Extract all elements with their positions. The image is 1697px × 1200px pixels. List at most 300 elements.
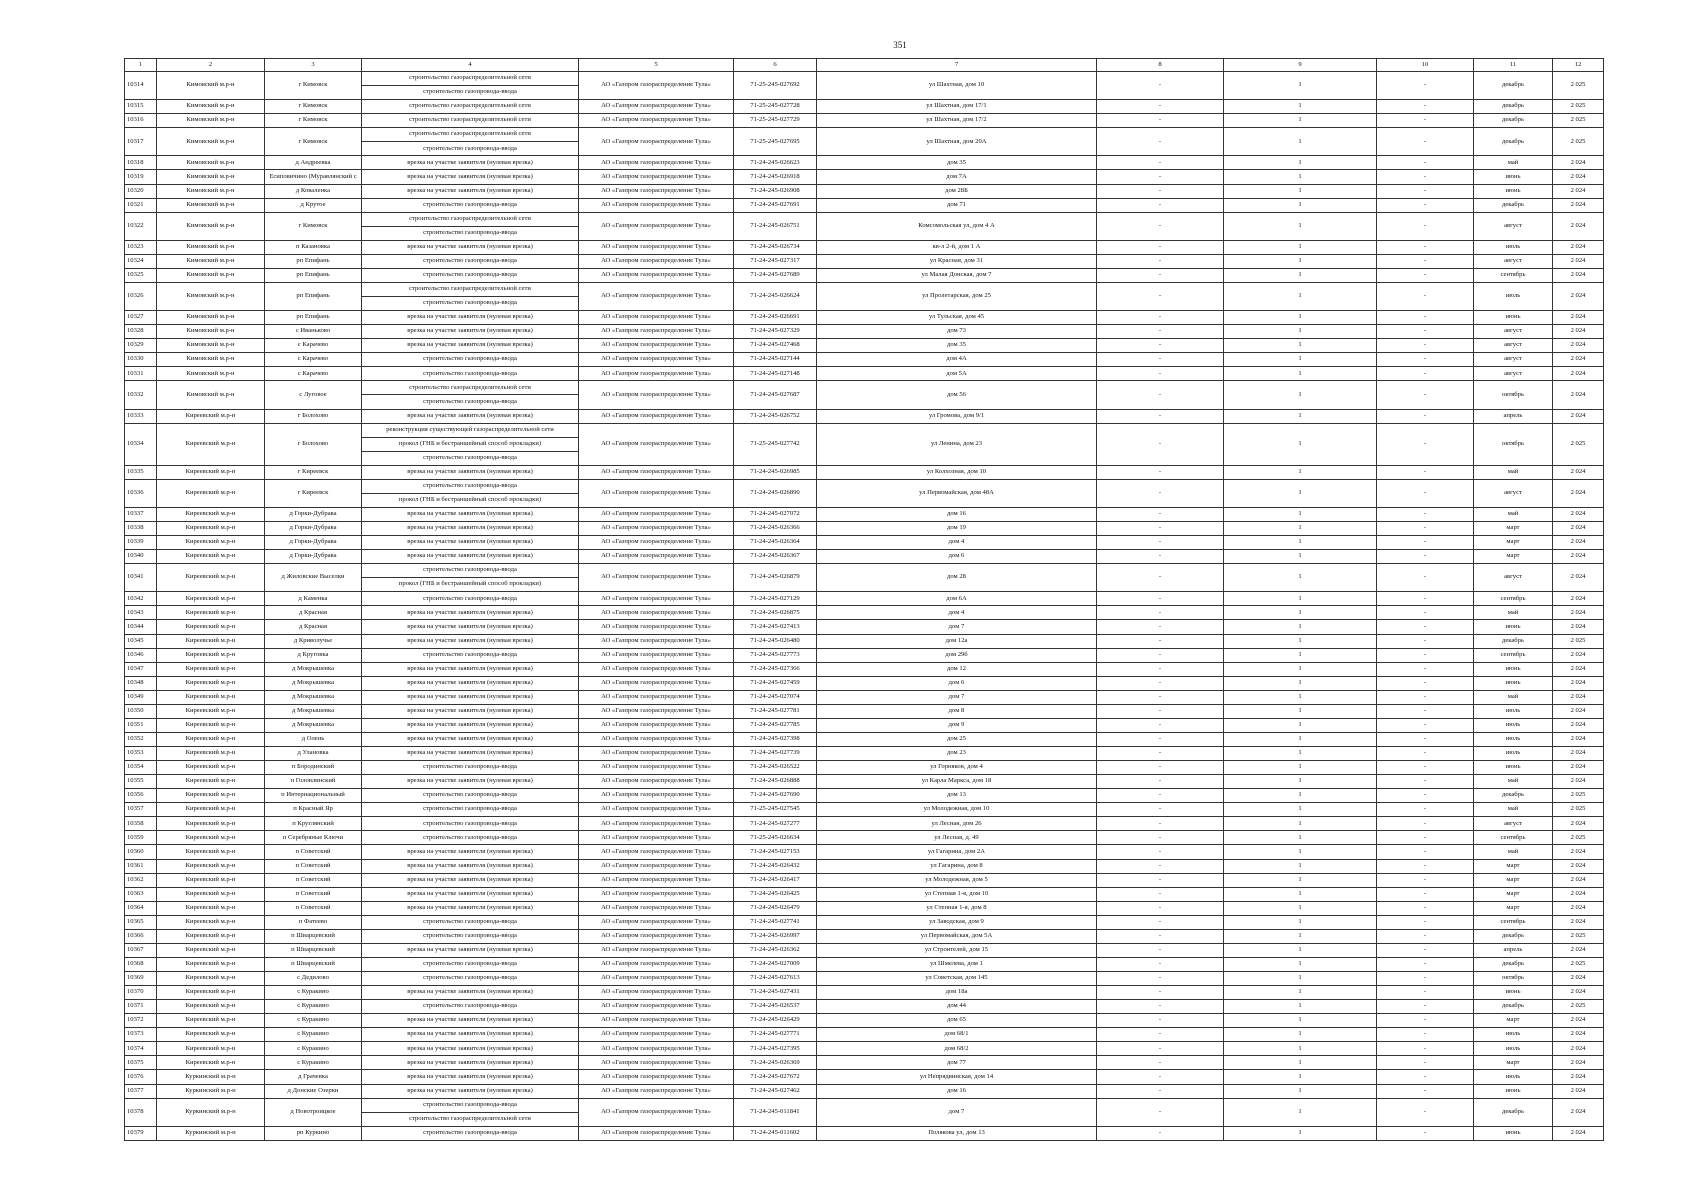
work-type-cell: врезка на участке заявителя (нулевая врезка) — [362, 775, 579, 789]
work-type-cell: врезка на участке заявителя (нулевая врезка) — [362, 339, 579, 353]
col9-cell: 1 — [1224, 479, 1377, 507]
code-cell: 71-25-245-027729 — [734, 114, 817, 128]
col9-cell: 1 — [1224, 423, 1377, 465]
col8-cell: - — [1097, 1126, 1224, 1140]
col10-cell: - — [1377, 845, 1474, 859]
code-cell: 71-24-245-027687 — [734, 381, 817, 409]
settlement-cell: п Серебряные Ключи — [265, 831, 362, 845]
col9-cell: 1 — [1224, 943, 1377, 957]
settlement-cell: п Советский — [265, 845, 362, 859]
work-type-cell: строительство газораспределительной сети — [362, 128, 579, 142]
district-cell: Киреевский м.р-н — [157, 592, 265, 606]
col10-cell: - — [1377, 254, 1474, 268]
row-number: 10316 — [125, 114, 157, 128]
col9-cell: 1 — [1224, 268, 1377, 282]
table-row — [125, 353, 1604, 367]
district-cell: Кимовский м.р-н — [157, 212, 265, 240]
col10-cell: - — [1377, 1000, 1474, 1014]
month-cell: декабрь — [1474, 72, 1553, 100]
col10-cell: - — [1377, 564, 1474, 592]
col9-cell: 1 — [1224, 761, 1377, 775]
work-type-cell: врезка на участке заявителя (нулевая врезка) — [362, 1028, 579, 1042]
year-cell: 2 024 — [1553, 479, 1604, 507]
district-cell: Кимовский м.р-н — [157, 339, 265, 353]
settlement-cell: п Казановка — [265, 240, 362, 254]
organization-cell: АО «Газпром газораспределение Тула» — [579, 536, 734, 550]
table-row — [125, 775, 1604, 789]
row-number: 10360 — [125, 845, 157, 859]
col8-cell: - — [1097, 732, 1224, 746]
address-cell: дом 5А — [817, 367, 1097, 381]
organization-cell: АО «Газпром газораспределение Тула» — [579, 114, 734, 128]
organization-cell: АО «Газпром газораспределение Тула» — [579, 282, 734, 310]
organization-cell: АО «Газпром газораспределение Тула» — [579, 873, 734, 887]
address-cell: дом 29б — [817, 648, 1097, 662]
organization-cell: АО «Газпром газораспределение Тула» — [579, 170, 734, 184]
settlement-cell: п Головлинский — [265, 775, 362, 789]
col10-cell: - — [1377, 268, 1474, 282]
code-cell: 71-24-245-026623 — [734, 156, 817, 170]
month-cell: март — [1474, 536, 1553, 550]
organization-cell: АО «Газпром газораспределение Тула» — [579, 1126, 734, 1140]
address-cell: ул Строителей, дом 15 — [817, 943, 1097, 957]
code-cell: 71-24-245-026875 — [734, 606, 817, 620]
organization-cell: АО «Газпром газораспределение Тула» — [579, 718, 734, 732]
organization-cell: АО «Газпром газораспределение Тула» — [579, 676, 734, 690]
col9-cell: 1 — [1224, 339, 1377, 353]
district-cell: Киреевский м.р-н — [157, 859, 265, 873]
col8-cell: - — [1097, 1084, 1224, 1098]
code-cell: 71-24-245-011841 — [734, 1098, 817, 1126]
month-cell: июнь — [1474, 986, 1553, 1000]
col9-cell: 1 — [1224, 1126, 1377, 1140]
table-row — [125, 1042, 1604, 1056]
col10-cell: - — [1377, 1042, 1474, 1056]
month-cell: май — [1474, 845, 1553, 859]
year-cell: 2 025 — [1553, 72, 1604, 100]
row-number: 10359 — [125, 831, 157, 845]
year-cell: 2 024 — [1553, 282, 1604, 310]
col8-cell: - — [1097, 690, 1224, 704]
row-number: 10340 — [125, 550, 157, 564]
month-cell: август — [1474, 353, 1553, 367]
settlement-cell: рп Епифань — [265, 268, 362, 282]
address-cell: ул Горняков, дом 4 — [817, 761, 1097, 775]
col8-cell: - — [1097, 268, 1224, 282]
work-type-cell: врезка на участке заявителя (нулевая врезка) — [362, 606, 579, 620]
year-cell: 2 024 — [1553, 690, 1604, 704]
table-row — [125, 901, 1604, 915]
table-row — [125, 859, 1604, 873]
col9-cell: 1 — [1224, 198, 1377, 212]
col10-cell: - — [1377, 156, 1474, 170]
settlement-cell: п Бородинский — [265, 761, 362, 775]
col9-cell: 1 — [1224, 606, 1377, 620]
row-number: 10365 — [125, 915, 157, 929]
year-cell: 2 024 — [1553, 268, 1604, 282]
year-cell: 2 024 — [1553, 325, 1604, 339]
row-number: 10346 — [125, 648, 157, 662]
organization-cell: АО «Газпром газораспределение Тула» — [579, 662, 734, 676]
district-cell: Киреевский м.р-н — [157, 901, 265, 915]
col9-cell: 1 — [1224, 1084, 1377, 1098]
address-cell: дом 6 — [817, 550, 1097, 564]
address-cell: ул Шмелева, дом 1 — [817, 957, 1097, 971]
col9-cell: 1 — [1224, 718, 1377, 732]
year-cell: 2 024 — [1553, 620, 1604, 634]
code-cell: 71-24-245-026362 — [734, 943, 817, 957]
table-row — [125, 240, 1604, 254]
year-cell: 2 025 — [1553, 634, 1604, 648]
row-number: 10336 — [125, 479, 157, 507]
organization-cell: АО «Газпром газораспределение Тула» — [579, 198, 734, 212]
col9-cell: 1 — [1224, 972, 1377, 986]
settlement-cell: рп Епифань — [265, 311, 362, 325]
row-number: 10314 — [125, 72, 157, 100]
code-cell: 71-24-245-027771 — [734, 1028, 817, 1042]
col9-cell: 1 — [1224, 311, 1377, 325]
col9-cell: 1 — [1224, 212, 1377, 240]
settlement-cell: г Кимовск — [265, 212, 362, 240]
district-cell: Киреевский м.р-н — [157, 789, 265, 803]
settlement-cell: д Новотроицкое — [265, 1098, 362, 1126]
address-cell: дом 28Б — [817, 184, 1097, 198]
settlement-cell: д Горки-Дубрава — [265, 536, 362, 550]
address-cell: дом 16 — [817, 1084, 1097, 1098]
table-row — [125, 761, 1604, 775]
col9-cell: 1 — [1224, 620, 1377, 634]
col10-cell: - — [1377, 479, 1474, 507]
column-header: 2 — [157, 59, 265, 72]
district-cell: Киреевский м.р-н — [157, 1056, 265, 1070]
address-cell: дом 44 — [817, 1000, 1097, 1014]
year-cell: 2 025 — [1553, 929, 1604, 943]
col10-cell: - — [1377, 1084, 1474, 1098]
month-cell: декабрь — [1474, 929, 1553, 943]
col9-cell: 1 — [1224, 536, 1377, 550]
month-cell: сентябрь — [1474, 268, 1553, 282]
col8-cell: - — [1097, 957, 1224, 971]
address-cell: дом 9 — [817, 718, 1097, 732]
settlement-cell: д Грачевка — [265, 1070, 362, 1084]
address-cell: ул Красная, дом 31 — [817, 254, 1097, 268]
month-cell: март — [1474, 1014, 1553, 1028]
district-cell: Кимовский м.р-н — [157, 353, 265, 367]
row-number: 10326 — [125, 282, 157, 310]
row-number: 10364 — [125, 901, 157, 915]
col10-cell: - — [1377, 1028, 1474, 1042]
organization-cell: АО «Газпром газораспределение Тула» — [579, 409, 734, 423]
settlement-cell: с Куракино — [265, 1056, 362, 1070]
table-row — [125, 887, 1604, 901]
code-cell: 71-24-245-027468 — [734, 339, 817, 353]
year-cell: 2 024 — [1553, 409, 1604, 423]
district-cell: Киреевский м.р-н — [157, 676, 265, 690]
district-cell: Кимовский м.р-н — [157, 254, 265, 268]
address-cell: дом 68/1 — [817, 1028, 1097, 1042]
year-cell: 2 024 — [1553, 1070, 1604, 1084]
col8-cell: - — [1097, 465, 1224, 479]
work-type-cell: строительство газопровода-ввода — [362, 831, 579, 845]
col8-cell: - — [1097, 648, 1224, 662]
col8-cell: - — [1097, 114, 1224, 128]
organization-cell: АО «Газпром газораспределение Тула» — [579, 1098, 734, 1126]
settlement-cell: с Куракино — [265, 1014, 362, 1028]
table-row — [125, 282, 1604, 296]
month-cell: июнь — [1474, 184, 1553, 198]
month-cell: апрель — [1474, 943, 1553, 957]
col8-cell: - — [1097, 901, 1224, 915]
code-cell: 71-24-245-027739 — [734, 747, 817, 761]
district-cell: Кимовский м.р-н — [157, 170, 265, 184]
year-cell: 2 024 — [1553, 775, 1604, 789]
table-row — [125, 1098, 1604, 1112]
col8-cell: - — [1097, 564, 1224, 592]
row-number: 10371 — [125, 1000, 157, 1014]
column-header: 12 — [1553, 59, 1604, 72]
col10-cell: - — [1377, 1098, 1474, 1126]
row-number: 10327 — [125, 311, 157, 325]
col9-cell: 1 — [1224, 873, 1377, 887]
col9-cell: 1 — [1224, 747, 1377, 761]
year-cell: 2 024 — [1553, 1028, 1604, 1042]
col8-cell: - — [1097, 198, 1224, 212]
work-type-cell: врезка на участке заявителя (нулевая врезка) — [362, 325, 579, 339]
work-type-cell: строительство газопровода-ввода — [362, 1126, 579, 1140]
col9-cell: 1 — [1224, 845, 1377, 859]
table-row — [125, 592, 1604, 606]
col9-cell: 1 — [1224, 170, 1377, 184]
col9-cell: 1 — [1224, 915, 1377, 929]
month-cell: май — [1474, 156, 1553, 170]
month-cell: апрель — [1474, 409, 1553, 423]
settlement-cell: п Фатеево — [265, 915, 362, 929]
address-cell: ул Заводская, дом 9 — [817, 915, 1097, 929]
address-cell: ул Лесная, дом 26 — [817, 817, 1097, 831]
settlement-cell: г Болохово — [265, 423, 362, 465]
row-number: 10375 — [125, 1056, 157, 1070]
work-type-cell: строительство газораспределительной сети — [362, 1112, 579, 1126]
month-cell: май — [1474, 803, 1553, 817]
organization-cell: АО «Газпром газораспределение Тула» — [579, 72, 734, 100]
code-cell: 71-24-245-027074 — [734, 690, 817, 704]
address-cell: дом 68/2 — [817, 1042, 1097, 1056]
address-cell: Комсомольская ул, дом 4 А — [817, 212, 1097, 240]
district-cell: Киреевский м.р-н — [157, 1042, 265, 1056]
work-type-cell: врезка на участке заявителя (нулевая врезка) — [362, 507, 579, 521]
address-cell: ул Шахтная, дом 10 — [817, 72, 1097, 100]
col9-cell: 1 — [1224, 1098, 1377, 1126]
year-cell: 2 024 — [1553, 1098, 1604, 1126]
col10-cell: - — [1377, 170, 1474, 184]
code-cell: 71-24-245-027690 — [734, 789, 817, 803]
table-row — [125, 873, 1604, 887]
month-cell: октябрь — [1474, 972, 1553, 986]
district-cell: Кимовский м.р-н — [157, 311, 265, 325]
organization-cell: АО «Газпром газораспределение Тула» — [579, 212, 734, 240]
col8-cell: - — [1097, 423, 1224, 465]
address-cell: ул Тульская, дом 45 — [817, 311, 1097, 325]
code-cell: 71-24-245-027148 — [734, 367, 817, 381]
month-cell: август — [1474, 817, 1553, 831]
address-cell: дом 28 — [817, 564, 1097, 592]
table-row — [125, 1028, 1604, 1042]
settlement-cell: д Каменка — [265, 592, 362, 606]
district-cell: Киреевский м.р-н — [157, 564, 265, 592]
address-cell: дом 7 — [817, 1098, 1097, 1126]
organization-cell: АО «Газпром газораспределение Тула» — [579, 789, 734, 803]
district-cell: Киреевский м.р-н — [157, 845, 265, 859]
col10-cell: - — [1377, 423, 1474, 465]
work-type-cell: врезка на участке заявителя (нулевая врезка) — [362, 859, 579, 873]
work-type-cell: строительство газопровода-ввода — [362, 86, 579, 100]
organization-cell: АО «Газпром газораспределение Тула» — [579, 339, 734, 353]
col9-cell: 1 — [1224, 634, 1377, 648]
col8-cell: - — [1097, 550, 1224, 564]
row-number: 10350 — [125, 704, 157, 718]
code-cell: 71-24-245-027129 — [734, 592, 817, 606]
district-cell: Киреевский м.р-н — [157, 929, 265, 943]
settlement-cell: д Мокрышевка — [265, 704, 362, 718]
code-cell: 71-24-245-027691 — [734, 198, 817, 212]
district-cell: Киреевский м.р-н — [157, 522, 265, 536]
settlement-cell: д Красная — [265, 606, 362, 620]
work-type-cell: строительство газопровода-ввода — [362, 479, 579, 493]
col10-cell: - — [1377, 718, 1474, 732]
col8-cell: - — [1097, 1098, 1224, 1126]
organization-cell: АО «Газпром газораспределение Тула» — [579, 761, 734, 775]
year-cell: 2 024 — [1553, 1014, 1604, 1028]
address-cell: дом 71 — [817, 198, 1097, 212]
work-type-cell: врезка на участке заявителя (нулевая врезка) — [362, 887, 579, 901]
table-row — [125, 789, 1604, 803]
organization-cell: АО «Газпром газораспределение Тула» — [579, 704, 734, 718]
work-type-cell: врезка на участке заявителя (нулевая врезка) — [362, 522, 579, 536]
col8-cell: - — [1097, 1000, 1224, 1014]
address-cell: дом 8 — [817, 704, 1097, 718]
table-row — [125, 676, 1604, 690]
code-cell: 71-24-245-027317 — [734, 254, 817, 268]
month-cell: август — [1474, 212, 1553, 240]
address-cell: ул Молодежная, дом 5 — [817, 873, 1097, 887]
district-cell: Киреевский м.р-н — [157, 775, 265, 789]
organization-cell: АО «Газпром газораспределение Тула» — [579, 972, 734, 986]
organization-cell: АО «Газпром газораспределение Тула» — [579, 550, 734, 564]
organization-cell: АО «Газпром газораспределение Тула» — [579, 859, 734, 873]
work-type-cell: врезка на участке заявителя (нулевая врезка) — [362, 240, 579, 254]
row-number: 10330 — [125, 353, 157, 367]
code-cell: 71-24-245-026624 — [734, 282, 817, 310]
organization-cell: АО «Газпром газораспределение Тула» — [579, 465, 734, 479]
code-cell: 71-24-245-027741 — [734, 915, 817, 929]
work-type-cell: строительство газопровода-ввода — [362, 564, 579, 578]
col8-cell: - — [1097, 831, 1224, 845]
settlement-cell: д Криволучье — [265, 634, 362, 648]
year-cell: 2 024 — [1553, 761, 1604, 775]
month-cell: март — [1474, 550, 1553, 564]
col8-cell: - — [1097, 704, 1224, 718]
row-number: 10343 — [125, 606, 157, 620]
work-type-cell: строительство газопровода-ввода — [362, 254, 579, 268]
code-cell: 71-24-245-027689 — [734, 268, 817, 282]
col8-cell: - — [1097, 212, 1224, 240]
col9-cell: 1 — [1224, 254, 1377, 268]
organization-cell: АО «Газпром газораспределение Тула» — [579, 775, 734, 789]
table-row — [125, 311, 1604, 325]
year-cell: 2 024 — [1553, 901, 1604, 915]
row-number: 10332 — [125, 381, 157, 409]
district-cell: Киреевский м.р-н — [157, 606, 265, 620]
col9-cell: 1 — [1224, 1056, 1377, 1070]
row-number: 10369 — [125, 972, 157, 986]
work-type-cell: врезка на участке заявителя (нулевая врезка) — [362, 943, 579, 957]
row-number: 10318 — [125, 156, 157, 170]
table-row — [125, 690, 1604, 704]
row-number: 10321 — [125, 198, 157, 212]
settlement-cell: д Коваленка — [265, 184, 362, 198]
code-cell: 71-24-245-026752 — [734, 409, 817, 423]
district-cell: Киреевский м.р-н — [157, 803, 265, 817]
address-cell: дом 73 — [817, 325, 1097, 339]
col8-cell: - — [1097, 718, 1224, 732]
district-cell: Куркинский м.р-н — [157, 1070, 265, 1084]
organization-cell: АО «Газпром газораспределение Тула» — [579, 564, 734, 592]
address-cell: ул Степная 1-я, дом 8 — [817, 901, 1097, 915]
month-cell: декабрь — [1474, 634, 1553, 648]
row-number: 10352 — [125, 732, 157, 746]
code-cell: 71-24-245-027459 — [734, 676, 817, 690]
district-cell: Киреевский м.р-н — [157, 662, 265, 676]
district-cell: Куркинский м.р-н — [157, 1084, 265, 1098]
settlement-cell: п Интернациональный — [265, 789, 362, 803]
month-cell: декабрь — [1474, 957, 1553, 971]
col8-cell: - — [1097, 311, 1224, 325]
code-cell: 71-24-245-027413 — [734, 620, 817, 634]
col8-cell: - — [1097, 184, 1224, 198]
work-type-cell: врезка на участке заявителя (нулевая врезка) — [362, 311, 579, 325]
col10-cell: - — [1377, 128, 1474, 156]
row-number: 10353 — [125, 747, 157, 761]
settlement-cell: д Андреевка — [265, 156, 362, 170]
code-cell: 71-24-245-026908 — [734, 184, 817, 198]
organization-cell: АО «Газпром газораспределение Тула» — [579, 423, 734, 465]
month-cell: октябрь — [1474, 423, 1553, 465]
row-number: 10376 — [125, 1070, 157, 1084]
year-cell: 2 024 — [1553, 184, 1604, 198]
col10-cell: - — [1377, 859, 1474, 873]
code-cell: 71-24-245-026522 — [734, 761, 817, 775]
settlement-cell: д Круговка — [265, 648, 362, 662]
settlement-cell: п Советский — [265, 887, 362, 901]
organization-cell: АО «Газпром газораспределение Тула» — [579, 592, 734, 606]
row-number: 10367 — [125, 943, 157, 957]
address-cell: ул Молодежная, дом 10 — [817, 803, 1097, 817]
col8-cell: - — [1097, 367, 1224, 381]
organization-cell: АО «Газпром газораспределение Тула» — [579, 353, 734, 367]
table-row — [125, 156, 1604, 170]
address-cell: ул Советская, дом 145 — [817, 972, 1097, 986]
district-cell: Киреевский м.р-н — [157, 507, 265, 521]
table-row — [125, 1070, 1604, 1084]
settlement-cell: Есиповичино (Муравлянский с — [265, 170, 362, 184]
col10-cell: - — [1377, 184, 1474, 198]
col10-cell: - — [1377, 732, 1474, 746]
settlement-cell: п Шварцевский — [265, 929, 362, 943]
organization-cell: АО «Газпром газораспределение Тула» — [579, 522, 734, 536]
district-cell: Киреевский м.р-н — [157, 943, 265, 957]
settlement-cell: с Куракино — [265, 1042, 362, 1056]
year-cell: 2 024 — [1553, 353, 1604, 367]
